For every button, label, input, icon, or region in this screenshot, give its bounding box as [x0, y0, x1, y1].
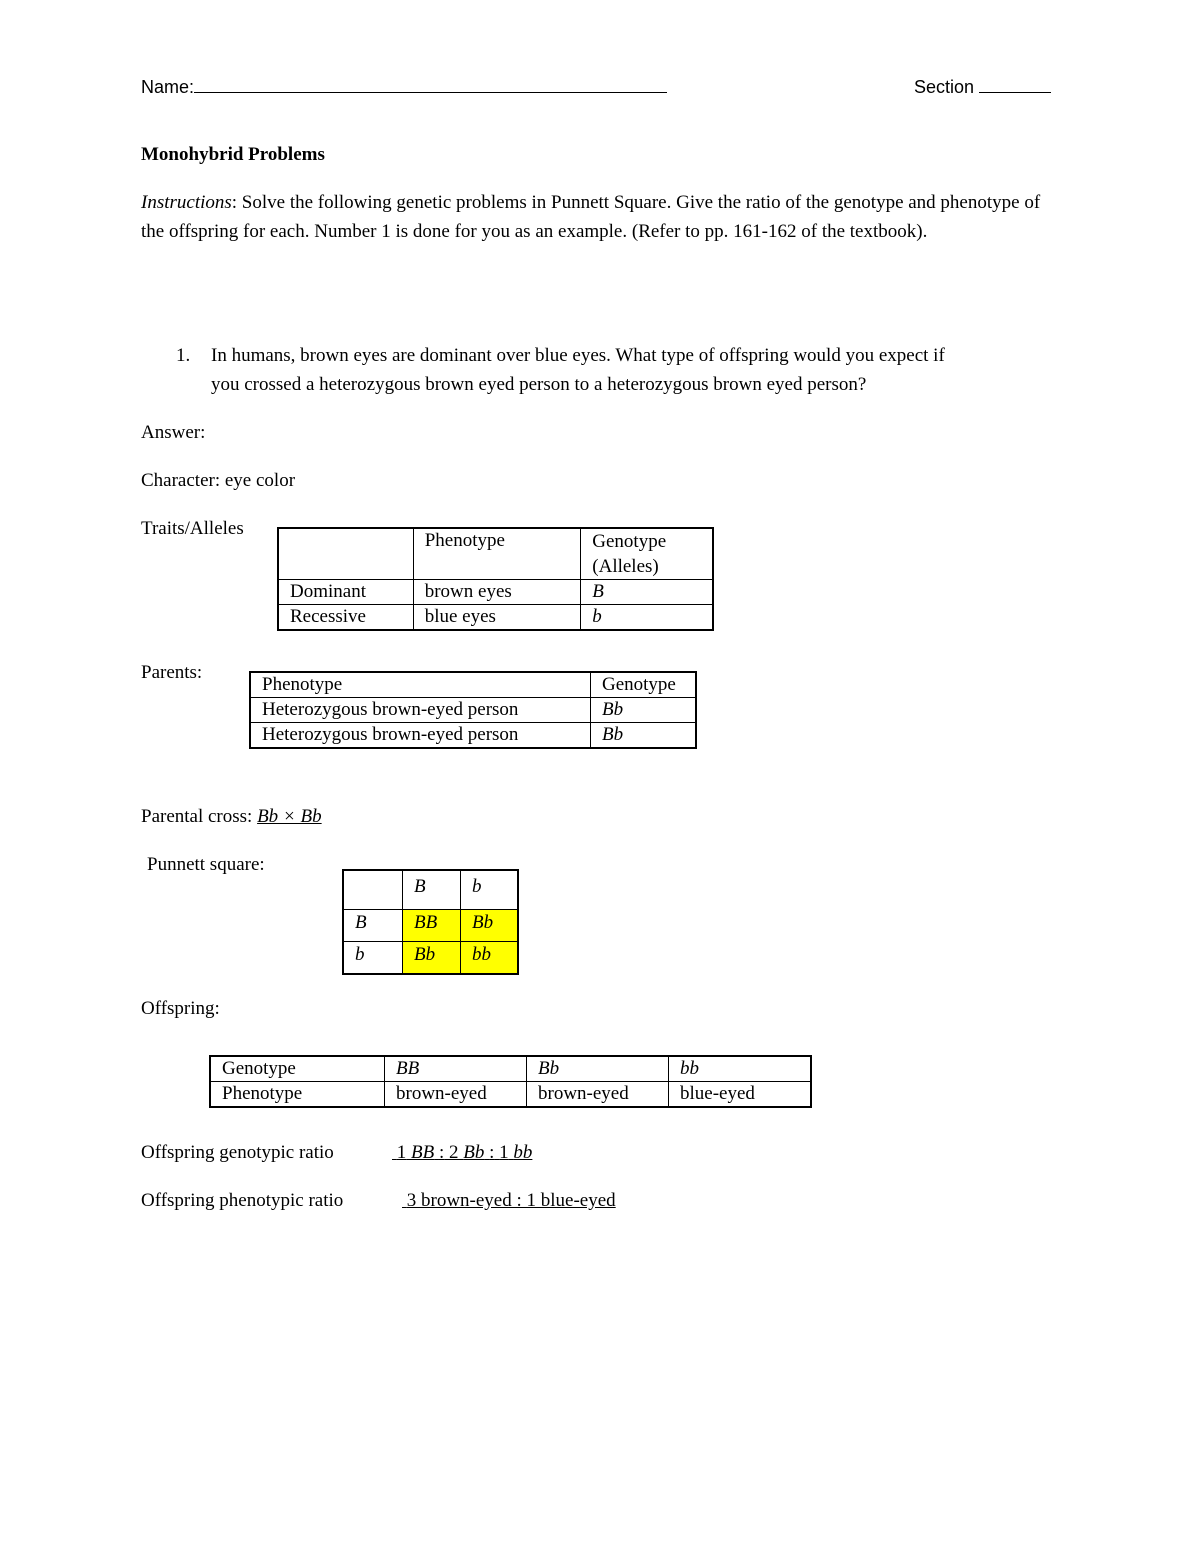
table-row: [278, 580, 713, 605]
punnett-corner: [343, 870, 403, 910]
traits-table: [277, 527, 714, 631]
traits-header-genotype: [581, 528, 713, 580]
trait-type: Dominant: [278, 580, 413, 605]
parent-phenotype: Heterozygous brown-eyed person: [250, 698, 591, 723]
table-row: [278, 605, 713, 631]
trait-genotype: B: [581, 580, 713, 605]
table-row: [250, 698, 696, 723]
parents-header-phenotype: Phenotype: [250, 672, 591, 698]
name-blank[interactable]: [194, 74, 667, 93]
trait-phenotype: blue eyes: [413, 605, 581, 631]
offspring-genotype: BB: [385, 1056, 527, 1082]
parent-genotype: Bb: [591, 723, 697, 749]
genotypic-ratio-label: Offspring genotypic ratio: [141, 1142, 334, 1163]
offspring-genotype: Bb: [527, 1056, 669, 1082]
character-line: Character: eye color: [141, 470, 296, 491]
offspring-label: Offspring:: [141, 998, 220, 1019]
offspring-phenotype: brown-eyed: [385, 1082, 527, 1108]
punnett-cell: bb: [461, 942, 519, 975]
punnett-cell: Bb: [403, 942, 461, 975]
problem-number: 1.: [176, 345, 191, 366]
punnett-square: [342, 869, 519, 975]
section-field: [914, 74, 1051, 98]
genotype-header-line-2: (Alleles): [592, 556, 659, 577]
offspring-genotype-label: Genotype: [210, 1056, 385, 1082]
offspring-phenotype-label: Phenotype: [210, 1082, 385, 1108]
phenotypic-ratio-value: [402, 1190, 616, 1212]
parental-cross-value: Bb × Bb: [257, 806, 322, 827]
table-row: [343, 942, 518, 975]
table-row: [343, 910, 518, 942]
trait-type: Recessive: [278, 605, 413, 631]
genotypic-ratio-value: 1 BB : 2 Bb : 1 bb: [396, 1142, 533, 1163]
page-title: Monohybrid Problems: [141, 144, 325, 165]
offspring-table: [209, 1055, 812, 1108]
punnett-label: Punnett square:: [147, 854, 265, 875]
instructions-text: : Solve the following genetic problems in Punnett Square. Give the ratio of the genotype and phenotype of the offspring for each. Number 1 is done for you as an example. (Refer to pp. 161-162 of the textbook).: [141, 192, 1041, 242]
parents-header-genotype: Genotype: [591, 672, 697, 698]
genotype-header-line-1: Genotype: [592, 531, 667, 552]
table-row: [343, 870, 518, 910]
table-row: [210, 1082, 811, 1108]
table-row: [250, 672, 696, 698]
section-label: Section: [914, 77, 975, 97]
answer-label: Answer:: [141, 422, 206, 443]
parents-label: Parents:: [141, 662, 203, 683]
offspring-genotype: bb: [669, 1056, 812, 1082]
instructions: [141, 188, 1051, 246]
table-row: [250, 723, 696, 749]
parental-cross-label: Parental cross:: [141, 806, 258, 827]
problem-line-2: you crossed a heterozygous brown eyed person to a heterozygous brown eyed person?: [211, 374, 867, 395]
punnett-col-header: B: [403, 870, 461, 910]
table-row: [210, 1056, 811, 1082]
traits-header-empty: [278, 528, 413, 580]
offspring-phenotype: brown-eyed: [527, 1082, 669, 1108]
table-row: [278, 528, 713, 580]
name-field: [141, 74, 667, 98]
parent-phenotype: Heterozygous brown-eyed person: [250, 723, 591, 749]
punnett-cell: Bb: [461, 910, 519, 942]
traits-header-phenotype: Phenotype: [413, 528, 581, 580]
traits-label: Traits/Alleles: [141, 518, 244, 539]
punnett-cell: BB: [403, 910, 461, 942]
punnett-row-header: b: [343, 942, 403, 975]
offspring-phenotype: blue-eyed: [669, 1082, 812, 1108]
name-label: Name:: [141, 77, 195, 97]
section-blank[interactable]: [979, 74, 1051, 93]
instructions-label: Instructions: [141, 192, 232, 213]
parent-genotype: Bb: [591, 698, 697, 723]
parents-table: [249, 671, 697, 749]
trait-genotype: b: [581, 605, 713, 631]
phenotypic-ratio-label: Offspring phenotypic ratio: [141, 1190, 344, 1211]
problem-line-1: In humans, brown eyes are dominant over blue eyes. What type of offspring would you expect if: [211, 345, 945, 366]
punnett-row-header: B: [343, 910, 403, 942]
trait-phenotype: brown eyes: [413, 580, 581, 605]
punnett-col-header: b: [461, 870, 519, 910]
phenotypic-ratio-text: 3 brown-eyed : 1 blue-eyed: [406, 1190, 616, 1211]
parental-cross: [141, 806, 322, 828]
